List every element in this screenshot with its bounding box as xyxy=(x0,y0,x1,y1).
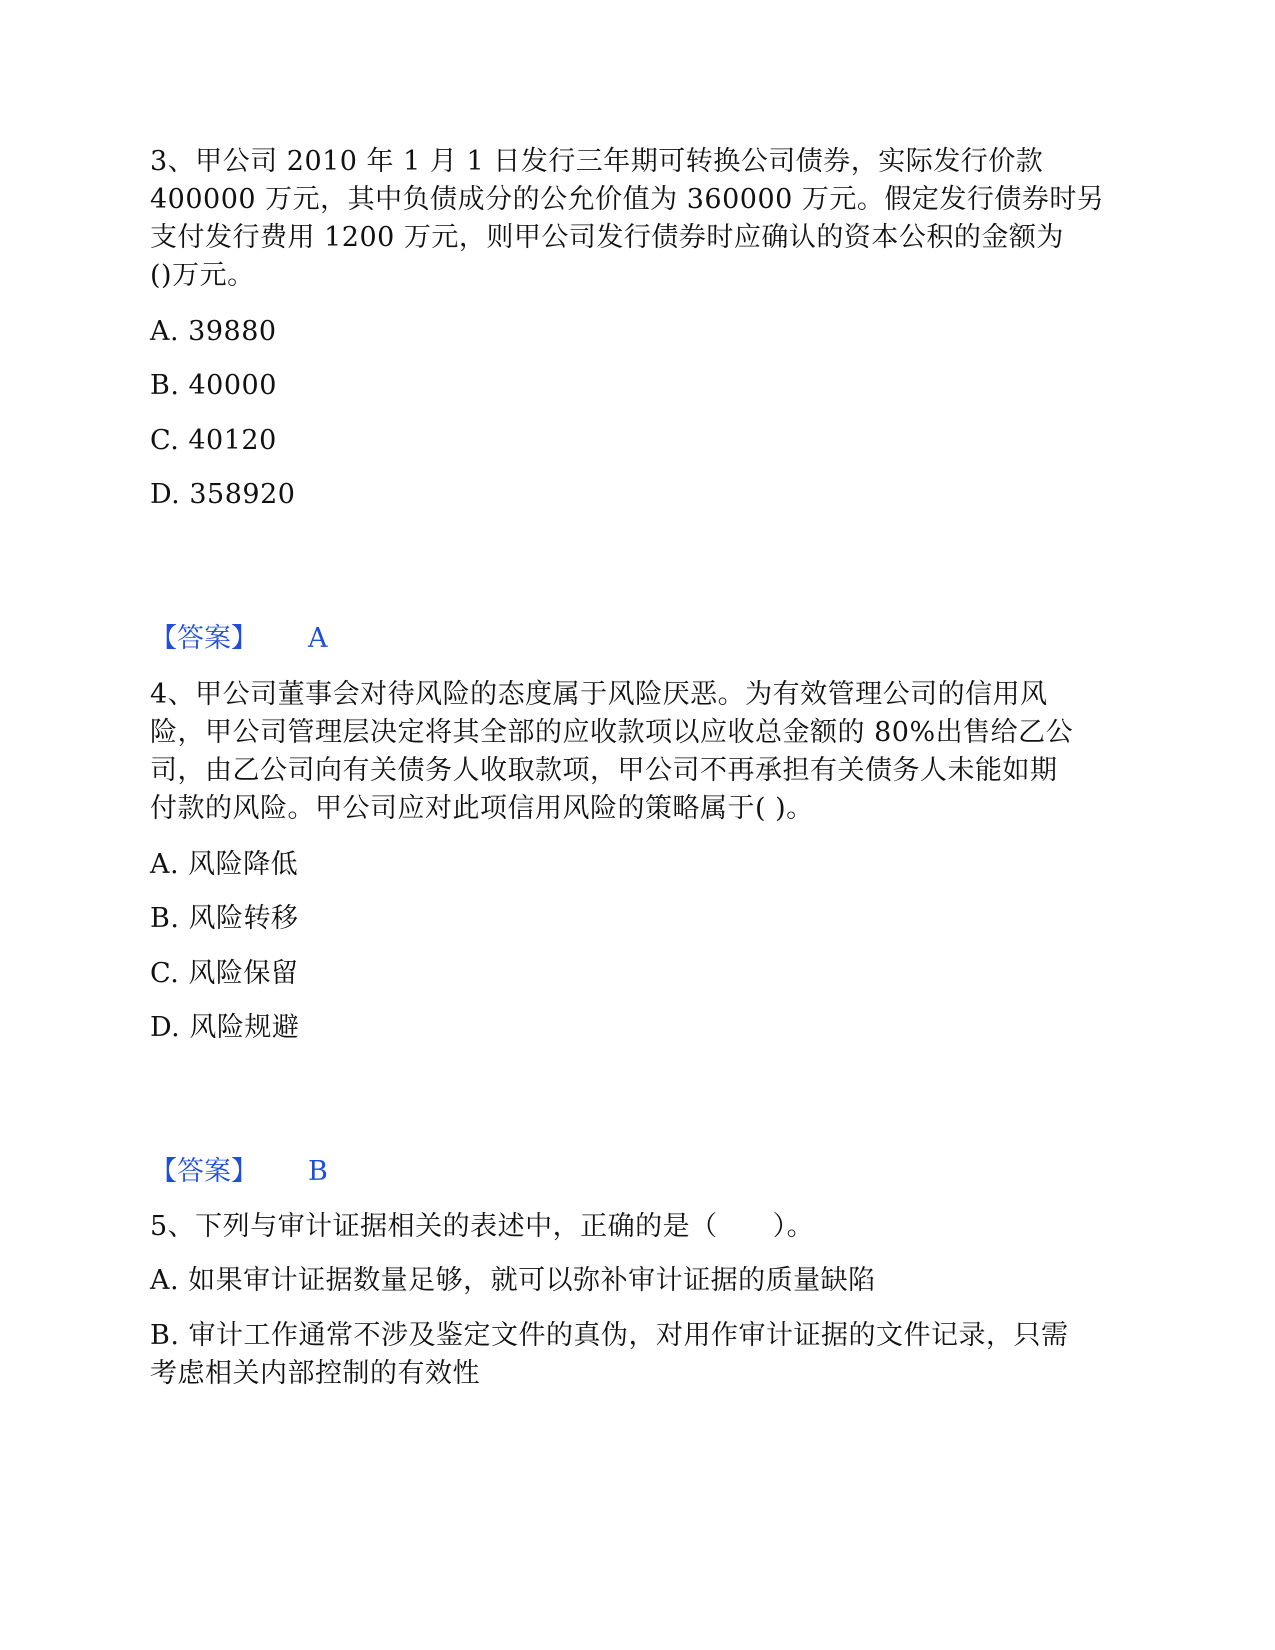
q3-answer-value: A xyxy=(308,623,328,654)
q3-option-b: B. 40000 xyxy=(150,370,277,401)
q4-option-c: C. 风险保留 xyxy=(150,958,299,989)
q3-option-d: D. 358920 xyxy=(150,479,296,510)
q4-option-b: B. 风险转移 xyxy=(150,903,299,934)
q4-answer-value: B xyxy=(308,1156,328,1187)
q4-option-a: A. 风险降低 xyxy=(150,849,299,880)
q5-option-a: A. 如果审计证据数量足够，就可以弥补审计证据的质量缺陷 xyxy=(150,1265,876,1296)
q3-line-2: 400000 万元，其中负债成分的公允价值为 360000 万元。假定发行债券时另 xyxy=(150,184,1105,215)
q4-line-1: 4、甲公司董事会对待风险的态度属于风险厌恶。为有效管理公司的信用风 xyxy=(150,679,1048,710)
q4-option-d: D. 风险规避 xyxy=(150,1012,300,1043)
q4-line-4: 付款的风险。甲公司应对此项信用风险的策略属于( )。 xyxy=(150,793,814,824)
q3-line-3: 支付发行费用 1200 万元，则甲公司发行债券时应确认的资本公积的金额为 xyxy=(150,222,1064,253)
q5-line-1: 5、下列与审计证据相关的表述中，正确的是（ ）。 xyxy=(150,1211,815,1242)
q3-answer xyxy=(150,620,328,658)
q3-option-a: A. 39880 xyxy=(150,316,277,347)
q3-option-c: C. 40120 xyxy=(150,425,277,456)
q4-answer xyxy=(150,1153,328,1191)
q3-line-4: ()万元。 xyxy=(150,260,255,291)
q5-option-b-continued: 考虑相关内部控制的有效性 xyxy=(150,1358,480,1389)
q5-option-b: B. 审计工作通常不涉及鉴定文件的真伪，对用作审计证据的文件记录，只需 xyxy=(150,1320,1069,1351)
q4-answer-label: 【答案】 xyxy=(150,1156,258,1187)
q4-line-2: 险，甲公司管理层决定将其全部的应收款项以应收总金额的 80%出售给乙公 xyxy=(150,717,1074,748)
q3-line-1: 3、甲公司 2010 年 1 月 1 日发行三年期可转换公司债券，实际发行价款 xyxy=(150,146,1044,177)
q4-line-3: 司，由乙公司向有关债务人收取款项，甲公司不再承担有关债务人未能如期 xyxy=(150,755,1058,786)
q3-answer-label: 【答案】 xyxy=(150,623,258,654)
